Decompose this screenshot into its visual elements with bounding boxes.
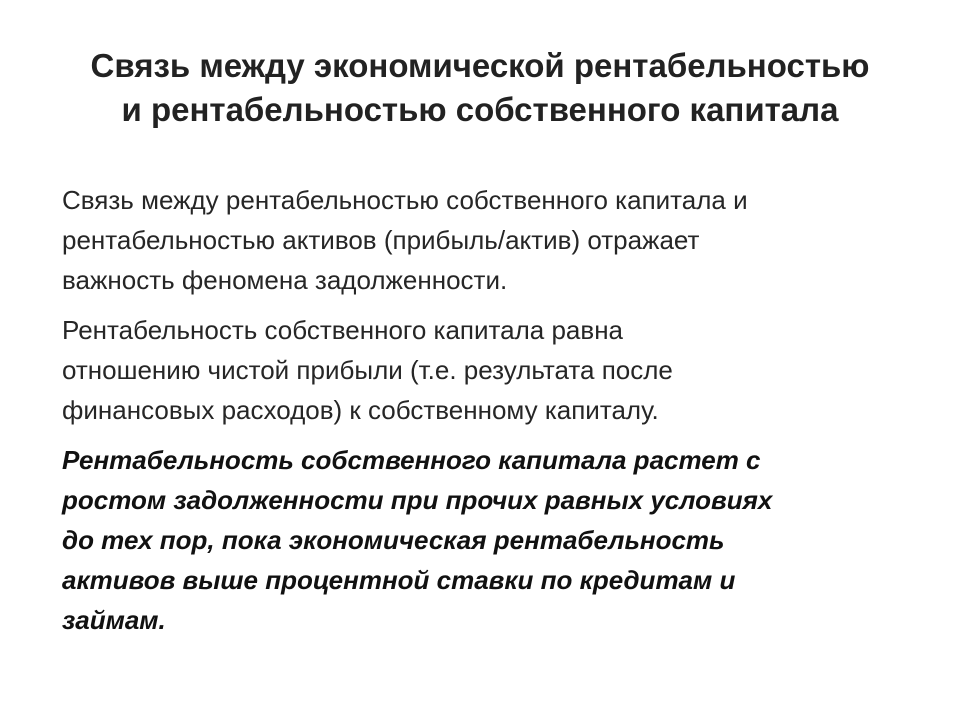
paragraph-key-conclusion [62,440,902,640]
slide-body [62,180,902,650]
paragraph-line: важность феномена задолженности. [62,265,508,295]
paragraph-line: до тех пор, пока экономическая рентабельность [62,525,725,555]
paragraph-roe-roa-link [62,180,902,300]
paragraph-line: финансовых расходов) к собственному капиталу. [62,395,659,425]
paragraph-line: займам. [62,605,166,635]
paragraph-line: ростом задолженности при прочих равных условиях [62,485,773,515]
paragraph-line: рентабельностью активов (прибыль/актив) отражает [62,225,700,255]
slide-title-line: Связь между экономической рентабельностью [90,47,870,84]
paragraph-line: Связь между рентабельностью собственного капитала и [62,185,748,215]
paragraph-line: Рентабельность собственного капитала растет с [62,445,761,475]
paragraph-line: Рентабельность собственного капитала равна [62,315,624,345]
paragraph-line: активов выше процентной ставки по кредитам и [62,565,736,595]
slide-title-line: и рентабельностью собственного капитала [121,91,839,128]
paragraph-line: отношению чистой прибыли (т.е. результата после [62,355,673,385]
paragraph-roe-definition [62,310,902,430]
slide-title [40,44,920,132]
